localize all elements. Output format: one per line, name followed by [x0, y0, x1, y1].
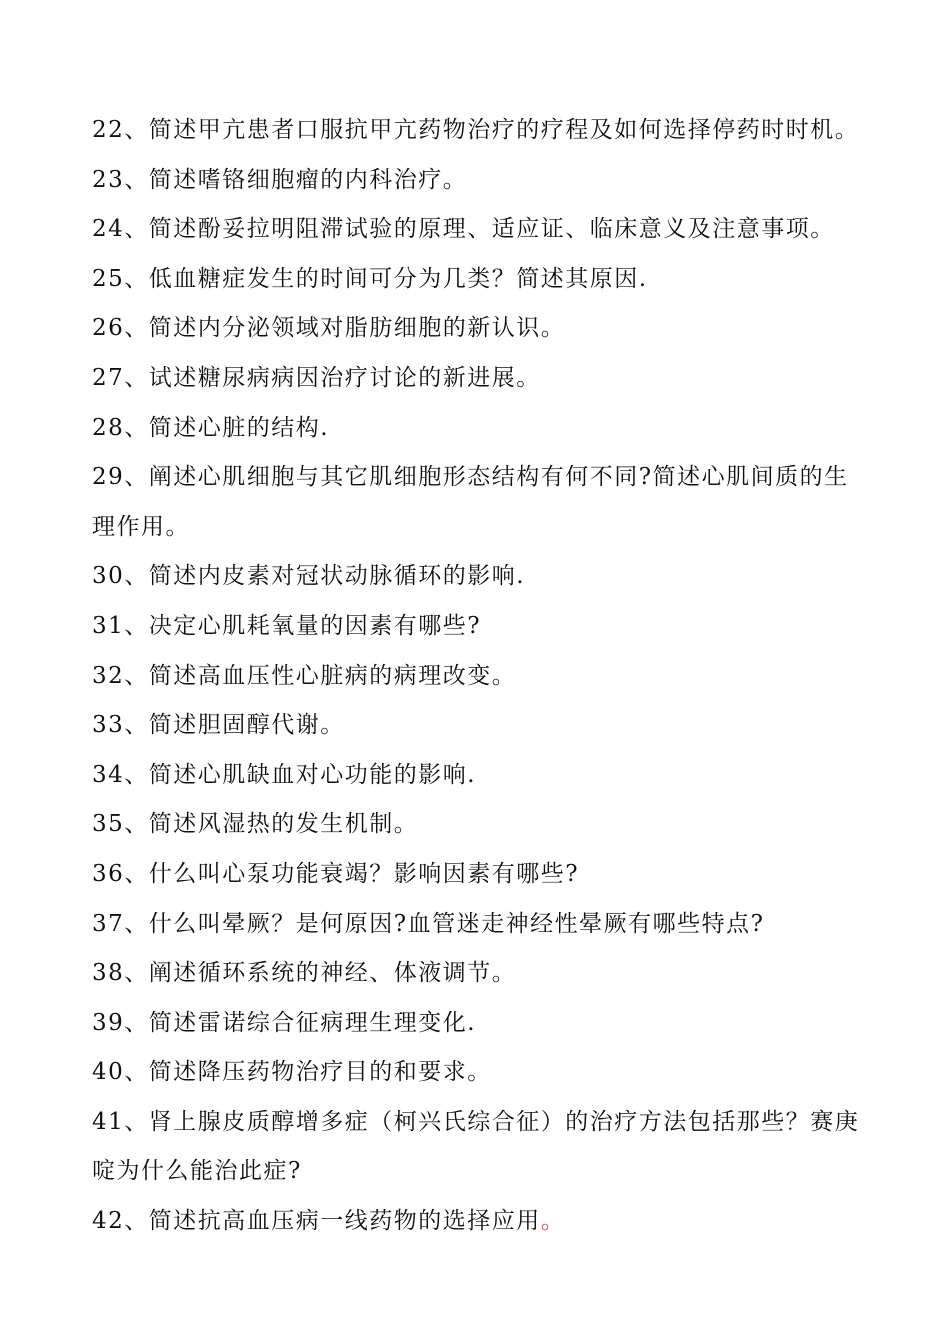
question-text: 36、什么叫心泵功能衰竭？影响因素有哪些?	[92, 860, 580, 887]
question-item	[92, 453, 872, 552]
question-item	[92, 1197, 872, 1247]
question-item	[92, 999, 872, 1049]
question-text: 42、简述抗高血压病一线药物的选择应用	[92, 1208, 541, 1235]
question-text: 27、试述糖尿病病因治疗讨论的新进展。	[92, 364, 541, 391]
question-item	[92, 404, 872, 454]
question-item	[92, 106, 872, 156]
question-item	[92, 949, 872, 999]
question-list	[92, 106, 872, 1247]
question-item	[92, 602, 872, 652]
question-item	[92, 255, 872, 305]
question-text: 28、简述心脏的结构.	[92, 414, 330, 441]
question-item	[92, 354, 872, 404]
question-text: 25、低血糖症发生的时间可分为几类？简述其原因.	[92, 265, 648, 292]
question-text: 26、简述内分泌领域对脂肪细胞的新认识。	[92, 315, 566, 342]
question-text: 34、简述心肌缺血对心功能的影响.	[92, 761, 477, 788]
question-item	[92, 156, 872, 206]
question-item	[92, 552, 872, 602]
question-text: 40、简述降压药物治疗目的和要求。	[92, 1059, 492, 1086]
question-text: 32、简述高血压性心脏病的病理改变。	[92, 662, 517, 689]
question-text: 37、什么叫晕厥？是何原因?血管迷走神经性晕厥有哪些特点?	[92, 910, 765, 937]
question-text: 22、简述甲亢患者口服抗甲亢药物治疗的疗程及如何选择停药时时机。	[92, 117, 860, 143]
question-item	[92, 800, 872, 850]
question-item	[92, 652, 872, 702]
question-text: 38、阐述循环系统的神经、体液调节。	[92, 960, 517, 987]
question-item	[92, 304, 872, 354]
question-text: 29、阐述心肌细胞与其它肌细胞形态结构有何不同?简述心肌间质的生理作用。	[92, 464, 849, 540]
question-text: 31、决定心肌耗氧量的因素有哪些?	[92, 612, 482, 639]
question-item	[92, 900, 872, 950]
question-text: 30、简述内皮素对冠状动脉循环的影响.	[92, 563, 526, 590]
question-text: 23、简述嗜铬细胞瘤的内科治疗。	[92, 166, 468, 193]
question-item	[92, 850, 872, 900]
question-end-mark: 。	[540, 1208, 566, 1235]
question-item	[92, 701, 872, 751]
question-text: 39、简述雷诺综合征病理生理变化.	[92, 1009, 477, 1036]
question-text: 41、肾上腺皮质醇增多症（柯兴氏综合征）的治疗方法包括那些？赛庚啶为什么能治此症?	[92, 1108, 860, 1185]
question-item	[92, 1048, 872, 1098]
question-text: 33、简述胆固醇代谢。	[92, 712, 345, 739]
question-item	[92, 751, 872, 801]
question-item	[92, 205, 872, 255]
question-text: 24、简述酚妥拉明阻滞试验的原理、适应证、临床意义及注意事项。	[92, 216, 835, 243]
question-item	[92, 1098, 872, 1197]
question-text: 35、简述风湿热的发生机制。	[92, 811, 419, 838]
